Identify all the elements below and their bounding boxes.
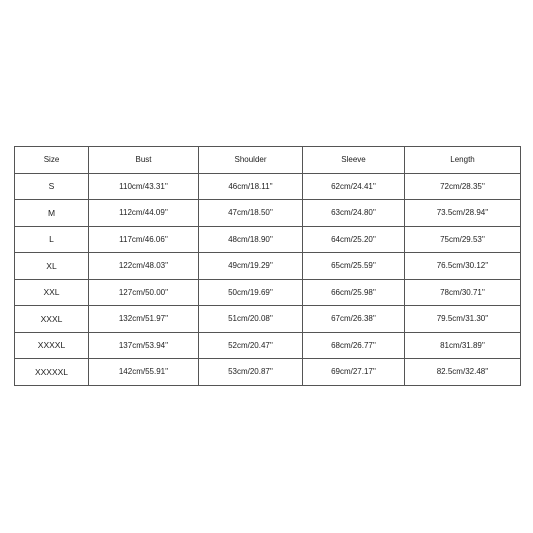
shoulder-cell: 49cm/19.29'' [199, 253, 303, 280]
table-row [15, 200, 521, 227]
header-sleeve: Sleeve [303, 147, 405, 174]
table-row [15, 279, 521, 306]
bust-cell: 127cm/50.00'' [89, 279, 199, 306]
sleeve-cell: 65cm/25.59'' [303, 253, 405, 280]
length-cell: 75cm/29.53'' [405, 226, 521, 253]
shoulder-cell: 47cm/18.50'' [199, 200, 303, 227]
length-cell: 73.5cm/28.94'' [405, 200, 521, 227]
length-cell: 78cm/30.71'' [405, 279, 521, 306]
bust-cell: 117cm/46.06'' [89, 226, 199, 253]
shoulder-cell: 46cm/18.11'' [199, 173, 303, 200]
size-cell: XXXXXL [15, 359, 89, 386]
sleeve-cell: 64cm/25.20'' [303, 226, 405, 253]
size-chart-table [14, 146, 521, 386]
table-row [15, 359, 521, 386]
sleeve-cell: 67cm/26.38'' [303, 306, 405, 333]
size-cell: S [15, 173, 89, 200]
length-cell: 72cm/28.35'' [405, 173, 521, 200]
shoulder-cell: 53cm/20.87'' [199, 359, 303, 386]
sleeve-cell: 66cm/25.98'' [303, 279, 405, 306]
table-row [15, 306, 521, 333]
shoulder-cell: 52cm/20.47'' [199, 332, 303, 359]
size-cell: XXXXL [15, 332, 89, 359]
header-shoulder: Shoulder [199, 147, 303, 174]
sleeve-cell: 63cm/24.80'' [303, 200, 405, 227]
size-cell: L [15, 226, 89, 253]
size-cell: XXL [15, 279, 89, 306]
shoulder-cell: 51cm/20.08'' [199, 306, 303, 333]
bust-cell: 122cm/48.03'' [89, 253, 199, 280]
size-cell: M [15, 200, 89, 227]
bust-cell: 112cm/44.09'' [89, 200, 199, 227]
header-bust: Bust [89, 147, 199, 174]
sleeve-cell: 68cm/26.77'' [303, 332, 405, 359]
table-row [15, 173, 521, 200]
header-length: Length [405, 147, 521, 174]
size-cell: XXXL [15, 306, 89, 333]
table-row [15, 226, 521, 253]
bust-cell: 132cm/51.97'' [89, 306, 199, 333]
size-cell: XL [15, 253, 89, 280]
table-header-row [15, 147, 521, 174]
header-size: Size [15, 147, 89, 174]
shoulder-cell: 50cm/19.69'' [199, 279, 303, 306]
length-cell: 79.5cm/31.30'' [405, 306, 521, 333]
length-cell: 76.5cm/30.12'' [405, 253, 521, 280]
bust-cell: 110cm/43.31'' [89, 173, 199, 200]
table-row [15, 332, 521, 359]
sleeve-cell: 69cm/27.17'' [303, 359, 405, 386]
length-cell: 81cm/31.89'' [405, 332, 521, 359]
length-cell: 82.5cm/32.48'' [405, 359, 521, 386]
bust-cell: 142cm/55.91'' [89, 359, 199, 386]
shoulder-cell: 48cm/18.90'' [199, 226, 303, 253]
bust-cell: 137cm/53.94'' [89, 332, 199, 359]
sleeve-cell: 62cm/24.41'' [303, 173, 405, 200]
table-row [15, 253, 521, 280]
